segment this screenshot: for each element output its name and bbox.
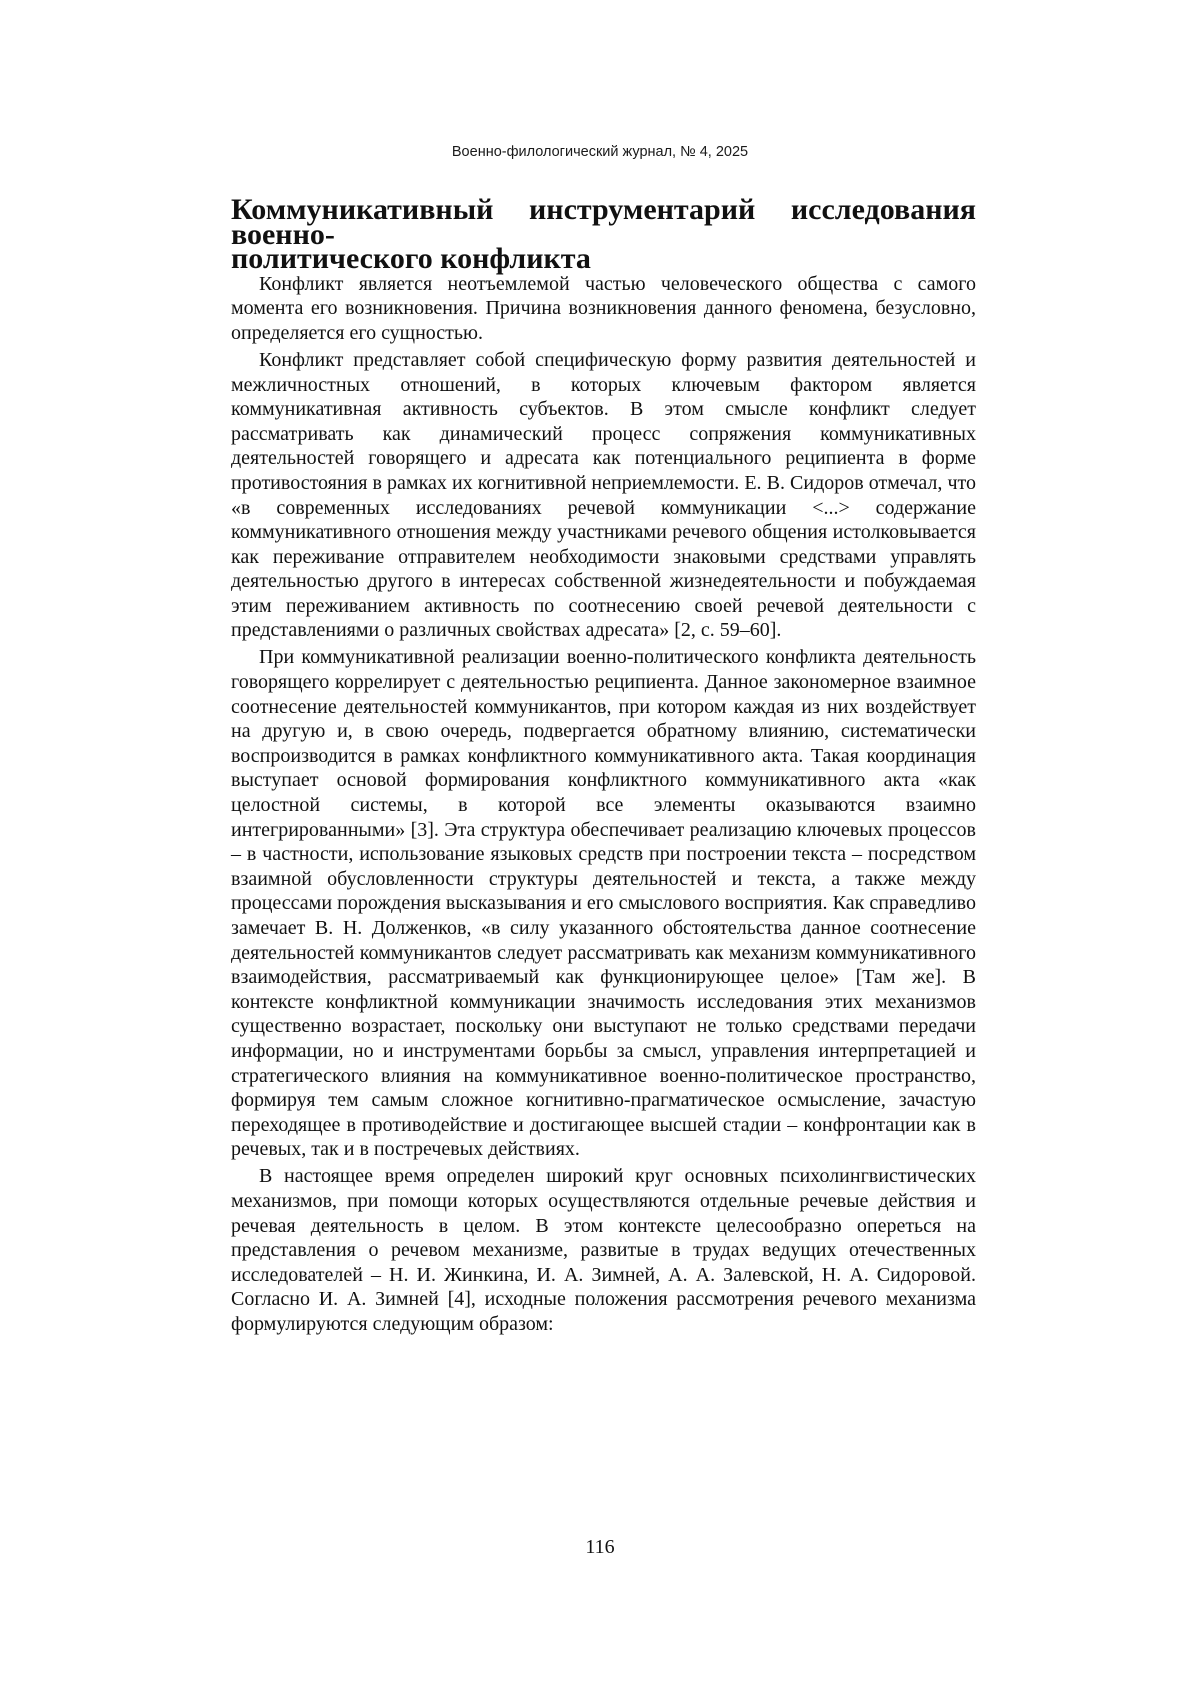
page-number: 116 [585,1536,615,1558]
paragraph-4: В настоящее время определен широкий круг основных психолингвистических механизмов, при помощи которых осуществляются отдельные речевые действия и речевая деятельность в целом. В этом контексте целесообразно опереться на представления о речевом механизме, развитые в трудах ведущих отечественных исследователей – Н. И. Жинкина, И. А. Зимней, А. А. Залевской, Н. А. Сидоровой. Согласно И. А. Зимней [4], исходные положения рассмотрения речевого механизма формулируются следующим образом: [231,1165,976,1335]
article-body [231,193,976,1339]
section-title-line-2: политического конфликта [231,242,591,276]
paragraph-3: При коммуникативной реализации военно-политического конфликта деятельность говорящего коррелирует с деятельностью реципиента. Данное закономерное взаимное соотнесение деятельностей коммуникантов, при котором каждая из них воздействует на другую и, в свою очередь, подвергается обратному влиянию, систематически воспроизводится в рамках конфликтного коммуникативного акта. Такая координация выступает основой формирования конфликтного коммуникативного акта «как целостной системы, в которой все элементы оказываются взаимно интегрированными» [3]. Эта структура обеспечивает реализацию ключевых процессов – в частности, использование языковых средств при построении текста – посредством взаимной обусловленности структуры деятельностей и текста, а также между процессами порождения высказывания и его смыслового восприятия. Как справедливо замечает В. Н. Долженков, «в силу указанного обстоятельства данное соотнесение деятельностей коммуникантов следует рассматривать как механизм коммуникативного взаимодействия, рассматриваемый как функционирующее целое» [Там же]. В контексте конфликтной коммуникации значимость исследования этих механизмов существенно возрастает, поскольку они выступают не только средствами передачи информации, но и инструментами борьбы за смысл, управления интерпретацией и стратегического влияния на коммуникативное военно-политическое пространство, формируя тем самым сложное когнитивно-прагматическое осмысление, зачастую переходящее в противодействие и достигающее высшей стадии – конфронтации как в речевых, так и в постречевых действиях. [231,646,976,1161]
paragraph-2: Конфликт представляет собой специфическую форму развития деятельностей и межличностных отношений, в которых ключевым фактором является коммуникативная активность субъектов. В этом смысле конфликт следует рассматривать как динамический процесс сопряжения коммуникативных деятельностей говорящего и адресата как потенциального реципиента в форме противостояния в рамках их когнитивной неприемлемости. Е. В. Сидоров отмечал, что «в современных исследованиях речевой коммуникации <...> содержание коммуникативного отношения между участниками речевого общения истолковывается как переживание отправителем необходимости знаковыми средствами управлять деятельностью другого в интересах собственной жизнедеятельности и побуждаемая этим переживанием активность по соотнесению своей речевой деятельности с представлениями о различных свойствах адресата» [2, с. 59–60]. [231,348,976,642]
running-head: Военно-филологический журнал, № 4, 2025 [451,144,749,160]
paragraph-1: Конфликт является неотъемлемой частью человеческого общества с самого момента его возникновения. Причина возникновения данного феномена, безусловно, определяется его сущностью. [231,272,976,344]
section-title-line-1: Коммуникативный инструментарий исследования военно- [231,193,976,251]
section-title [231,193,976,276]
